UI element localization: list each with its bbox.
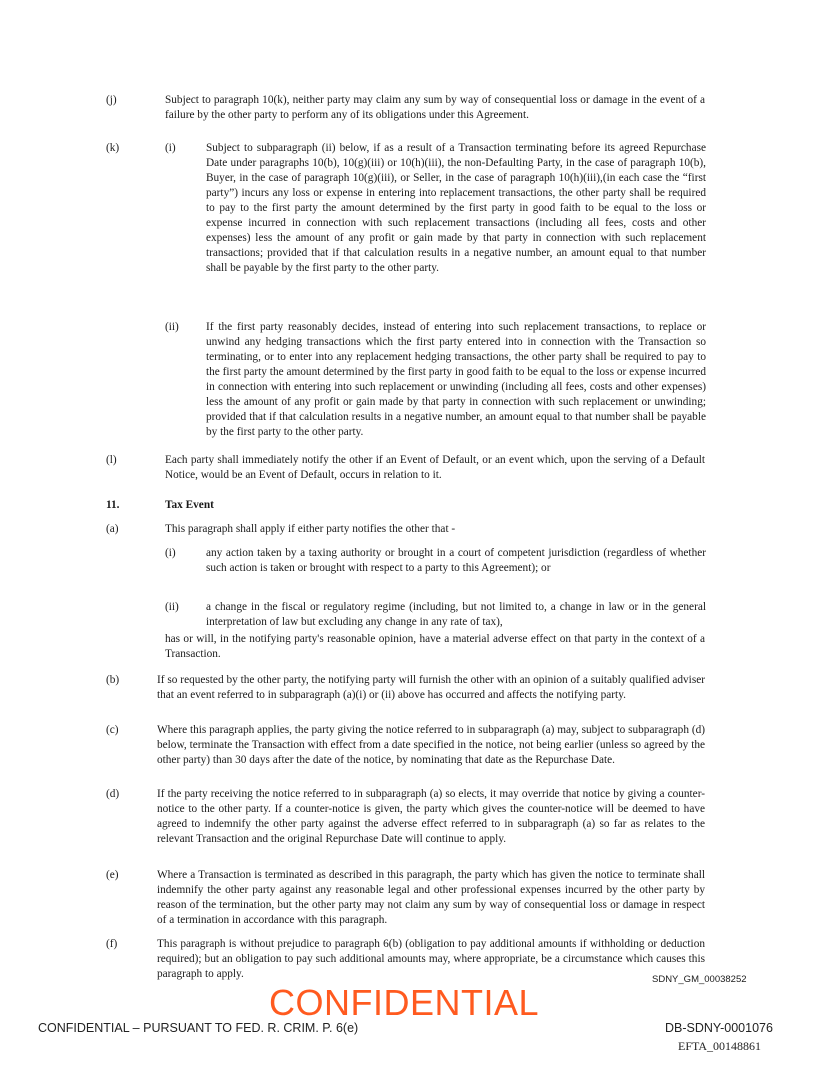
para-11e-label: (e) (106, 869, 119, 881)
para-11a-text: This paragraph shall apply if either party notifies the other that - (165, 523, 456, 535)
confidential-stamp: CONFIDENTIAL (269, 982, 540, 1023)
confidential-footer: CONFIDENTIAL – PURSUANT TO FED. R. CRIM. P. 6(e) (38, 1021, 359, 1035)
para-k-i-text: Subject to subparagraph (ii) below, if as a result of a Transaction terminating before its agreed Repurchase Date under paragraphs 10(b), 10(g)(iii) or 10(h)(iii), the non-Defaulting Party, in the case of paragraph 10(b), Buyer, in the case of paragraph 10(g)(iii), or Seller, in the case of paragraph 10(h)(iii),(in each case the “first party”) incurs any loss or expense in entering into replacement transactions, the other party shall be required to pay to the first party the amount determined by the first party in good faith to be equal to the loss or expense incurred in connection with such replacement transactions (including all fees, costs and other expenses) less the amount of any profit or gain made by that party in connection with such replacement transactions; provided that if that calculation results in a negative number, an amount equal to that number shall be payable by the first party to the other party. (206, 142, 706, 274)
para-11b-label: (b) (106, 674, 120, 686)
para-11c-label: (c) (106, 724, 119, 736)
para-11a-ii-label: (ii) (165, 601, 179, 613)
para-j-text: Subject to paragraph 10(k), neither party may claim any sum by way of consequential loss or damage in the event of a failure by the other party to perform any of its obligations under this Agreement. (165, 94, 705, 121)
para-k-ii-text: If the first party reasonably decides, instead of entering into such replacement transactions, to replace or unwind any hedging transactions which the first party entered into in connection with the Transaction so terminating, or to enter into any replacement hedging transactions, the other party shall be required to pay to the first party the amount determined by the first party in good faith to be equal to the loss or expense incurred in connection with entering into such replacement or unwinding (including all fees, costs and other expenses) less the amount of any profit or gain made by that party in connection with such replacement or unwinding; provided that if that calculation results in a negative number, an amount equal to that number shall be payable by the first party to the other party. (206, 321, 706, 438)
section-11-number: 11. (106, 499, 120, 511)
para-11a-ii-text: a change in the fiscal or regulatory regime (including, but not limited to, a change in law or in the general interpretation of law but excluding any change in any rate of tax), (206, 601, 706, 628)
para-11b-text: If so requested by the other party, the notifying party will furnish the other with an opinion of a suitably qualified adviser that an event referred to in subparagraph (a)(i) or (ii) above has occurred and affects the notifying party. (157, 674, 705, 701)
para-11d-text: If the party receiving the notice referred to in subparagraph (a) so elects, it may override that notice by giving a counter-notice to the other party. If a counter-notice is given, the party which gives the counter-notice will be deemed to have agreed to indemnify the other party against the adverse effect referred to in subparagraph (a) so far as relates to the relevant Transaction and the original Repurchase Date will continue to apply. (157, 788, 705, 845)
para-11f-label: (f) (106, 938, 118, 950)
para-11f-text: This paragraph is without prejudice to paragraph 6(b) (obligation to pay additional amounts if withholding or deduction required); but an obligation to pay such additional amounts may, where appropriate, be a circumstance which causes this paragraph to apply. (157, 938, 705, 980)
para-11a-i-label: (i) (165, 547, 176, 559)
para-k-label: (k) (106, 142, 120, 154)
para-11d-label: (d) (106, 788, 120, 800)
para-11a-label: (a) (106, 523, 119, 535)
para-11a-i-text: any action taken by a taxing authority or brought in a court of competent jurisdiction (regardless of whether such action is taken or brought with respect to a party to this Agreement); or (206, 547, 706, 574)
sdny-bates-number: SDNY_GM_00038252 (652, 974, 747, 985)
para-k-i-label: (i) (165, 142, 176, 154)
para-11a-tail: has or will, in the notifying party's reasonable opinion, have a material adverse effect on that party in the context of a Transaction. (165, 633, 705, 660)
para-l-text: Each party shall immediately notify the other if an Event of Default, or an event which, upon the serving of a Default Notice, would be an Event of Default, occurs in relation to it. (165, 454, 705, 481)
para-11e-text: Where a Transaction is terminated as described in this paragraph, the party which has given the notice to terminate shall indemnify the other party against any reasonable legal and other professional expenses incurred by the other party by reason of the termination, but the other party may not claim any sum by way of consequential loss or damage in respect of a termination in accordance with this paragraph. (157, 869, 705, 926)
para-k-ii-label: (ii) (165, 321, 179, 333)
efta-bates-number: EFTA_00148861 (678, 1039, 762, 1053)
para-11c-text: Where this paragraph applies, the party giving the notice referred to in subparagraph (a) may, subject to subparagraph (d) below, terminate the Transaction with effect from a date specified in the notice, not being earlier (unless so agreed by the other party) than 30 days after the date of the notice, by nominating that date as the Repurchase Date. (157, 724, 705, 766)
section-11-title: Tax Event (165, 499, 214, 511)
para-j-label: (j) (106, 94, 117, 106)
db-bates-number: DB-SDNY-0001076 (665, 1021, 773, 1035)
para-l-label: (l) (106, 454, 117, 466)
